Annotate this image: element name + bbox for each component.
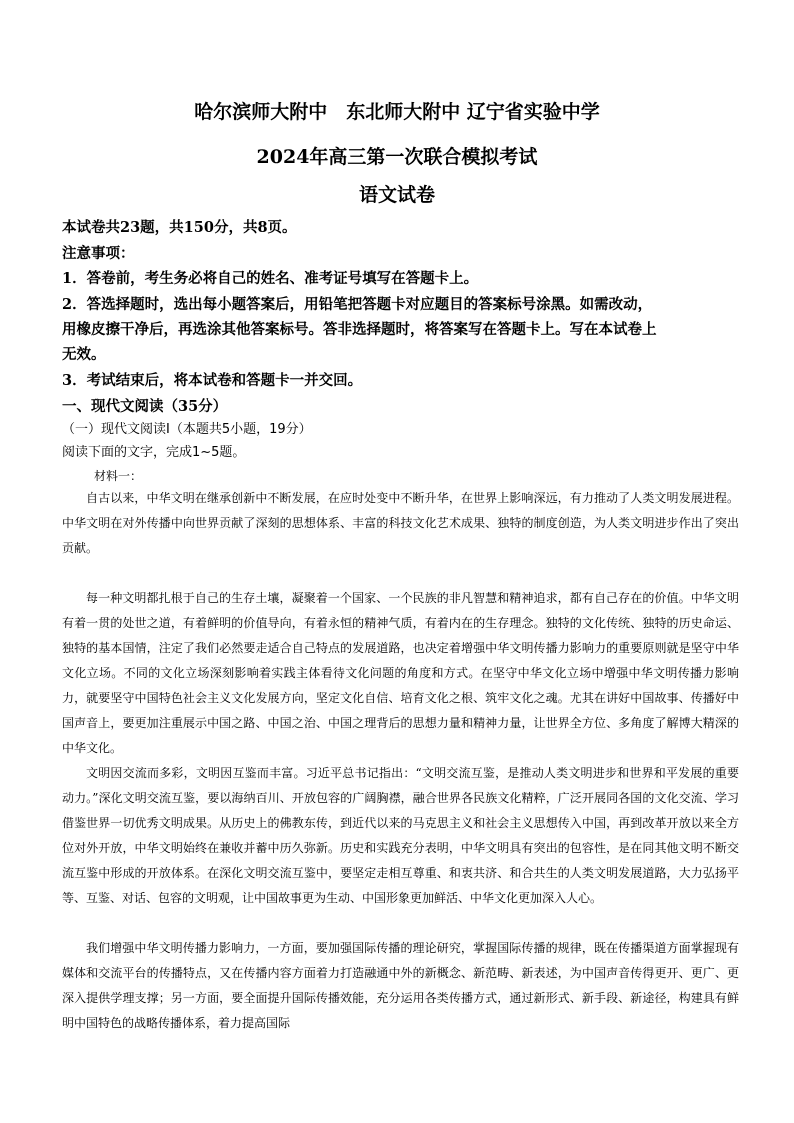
notice-item-1: 1．答卷前，考生务必将自己的姓名、准考证号填写在答题卡上。 xyxy=(62,270,479,287)
passage-paragraph-4: 我们增强中华文明传播力影响力，一方面，要加强国际传播的理论研究，掌握国际传播的规律，既在传播渠道方面掌握现有媒体和交流平台的传播特点，又在传播内容方面着力打造融通中外的新概念、新范畴、新表述，为中国声音传得更开、更广、更深入提供学理支撑；另一方面，要全面提升国际传播效能，充分运用各类传播方式，通过新形式、新手段、新途径，构建具有鲜明中国特色的战略传播体系，着力提高国际 xyxy=(62,941,739,1030)
passage-paragraph-1: 自古以来，中华文明在继承创新中不断发展，在应时处变中不断升华，在世界上影响深远，有力推动了人类文明发展进程。中华文明在对外传播中向世界贡献了深刻的思想体系、丰富的科技文化艺术成果、独特的制度创造，为人类文明进步作出了突出贡献。 xyxy=(62,491,739,555)
notice-title: 注意事项： xyxy=(62,245,135,262)
notice-item-3: 3．考试结束后，将本试卷和答题卡一并交回。 xyxy=(62,372,363,389)
exam-title: 2024年高三第一次联合模拟考试 xyxy=(256,146,538,168)
notice-item-2-line-2: 用橡皮擦干净后，再选涂其他答案标号。答非选择题时，将答案写在答题卡上。写在本试卷上 xyxy=(62,321,657,338)
section-title: 一、现代文阅读（35分） xyxy=(62,398,228,415)
subsection-title: （一）现代文阅读Ⅰ（本题共5小题，19分） xyxy=(62,422,312,437)
school-names-header: 哈尔滨师大附中 东北师大附中 辽宁省实验中学 xyxy=(194,101,600,123)
reading-directions: 阅读下面的文字，完成1~5题。 xyxy=(62,445,246,460)
subject-title: 语文试卷 xyxy=(358,184,435,206)
passage-paragraph-3: 文明因交流而多彩，文明因互鉴而丰富。习近平总书记指出：“文明交流互鉴，是推动人类文明进步和世界和平发展的重要动力。”深化文明交流互鉴，要以海纳百川、开放包容的广阔胸襟，融合世界各民族文化精粹，广泛开展同各国的文化交流、学习借鉴世界一切优秀文明成果。从历史上的佛教东传，到近代以来的马克思主义和社会主义思想传入中国，再到改革开放以来全方位对外开放，中华文明始终在兼收并蓄中历久弥新。历史和实践充分表明，中华文明具有突出的包容性，是在同其他文明不断交流互鉴中形成的开放体系。在深化文明交流互鉴中，要坚定走相互尊重、和衷共济、和合共生的人类文明发展道路，大力弘扬平等、互鉴、对话、包容的文明观，让中国故事更为生动、中国形象更加鲜活、中华文化更加深入人心。 xyxy=(62,766,739,905)
exam-summary: 本试卷共23题，共150分，共8页。 xyxy=(62,219,297,236)
notice-item-2-line-1: 2．答选择题时，选出每小题答案后，用铅笔把答题卡对应题目的答案标号涂黑。如需改动， xyxy=(62,296,653,313)
passage-paragraph-2: 每一种文明都扎根于自己的生存土壤，凝聚着一个国家、一个民族的非凡智慧和精神追求，都有自己存在的价值。中华文明有着一贯的处世之道，有着鲜明的价值导向，有着永恒的精神气质，有着内在的生存理念。独特的文化传统、独特的历史命运、独特的基本国情，注定了我们必然要走适合自己特点的发展道路，也决定着增强中华文明传播力影响力的重要原则就是坚守中华文化立场。不同的文化立场深刻影响着实践主体看待文化问题的角度和方式。在坚守中华文化立场中增强中华文明传播力影响力，就要坚守中国特色社会主义文化发展方向，坚定文化自信、培育文化之根、筑牢文化之魂。尤其在讲好中国故事、传播好中国声音上，要更加注重展示中国之路、中国之治、中国之理背后的思想力量和精神力量，让世界全方位、多角度了解博大精深的中华文化。 xyxy=(62,591,739,755)
notice-item-2-line-3: 无效。 xyxy=(62,346,106,363)
material-label: 材料一： xyxy=(94,469,143,483)
